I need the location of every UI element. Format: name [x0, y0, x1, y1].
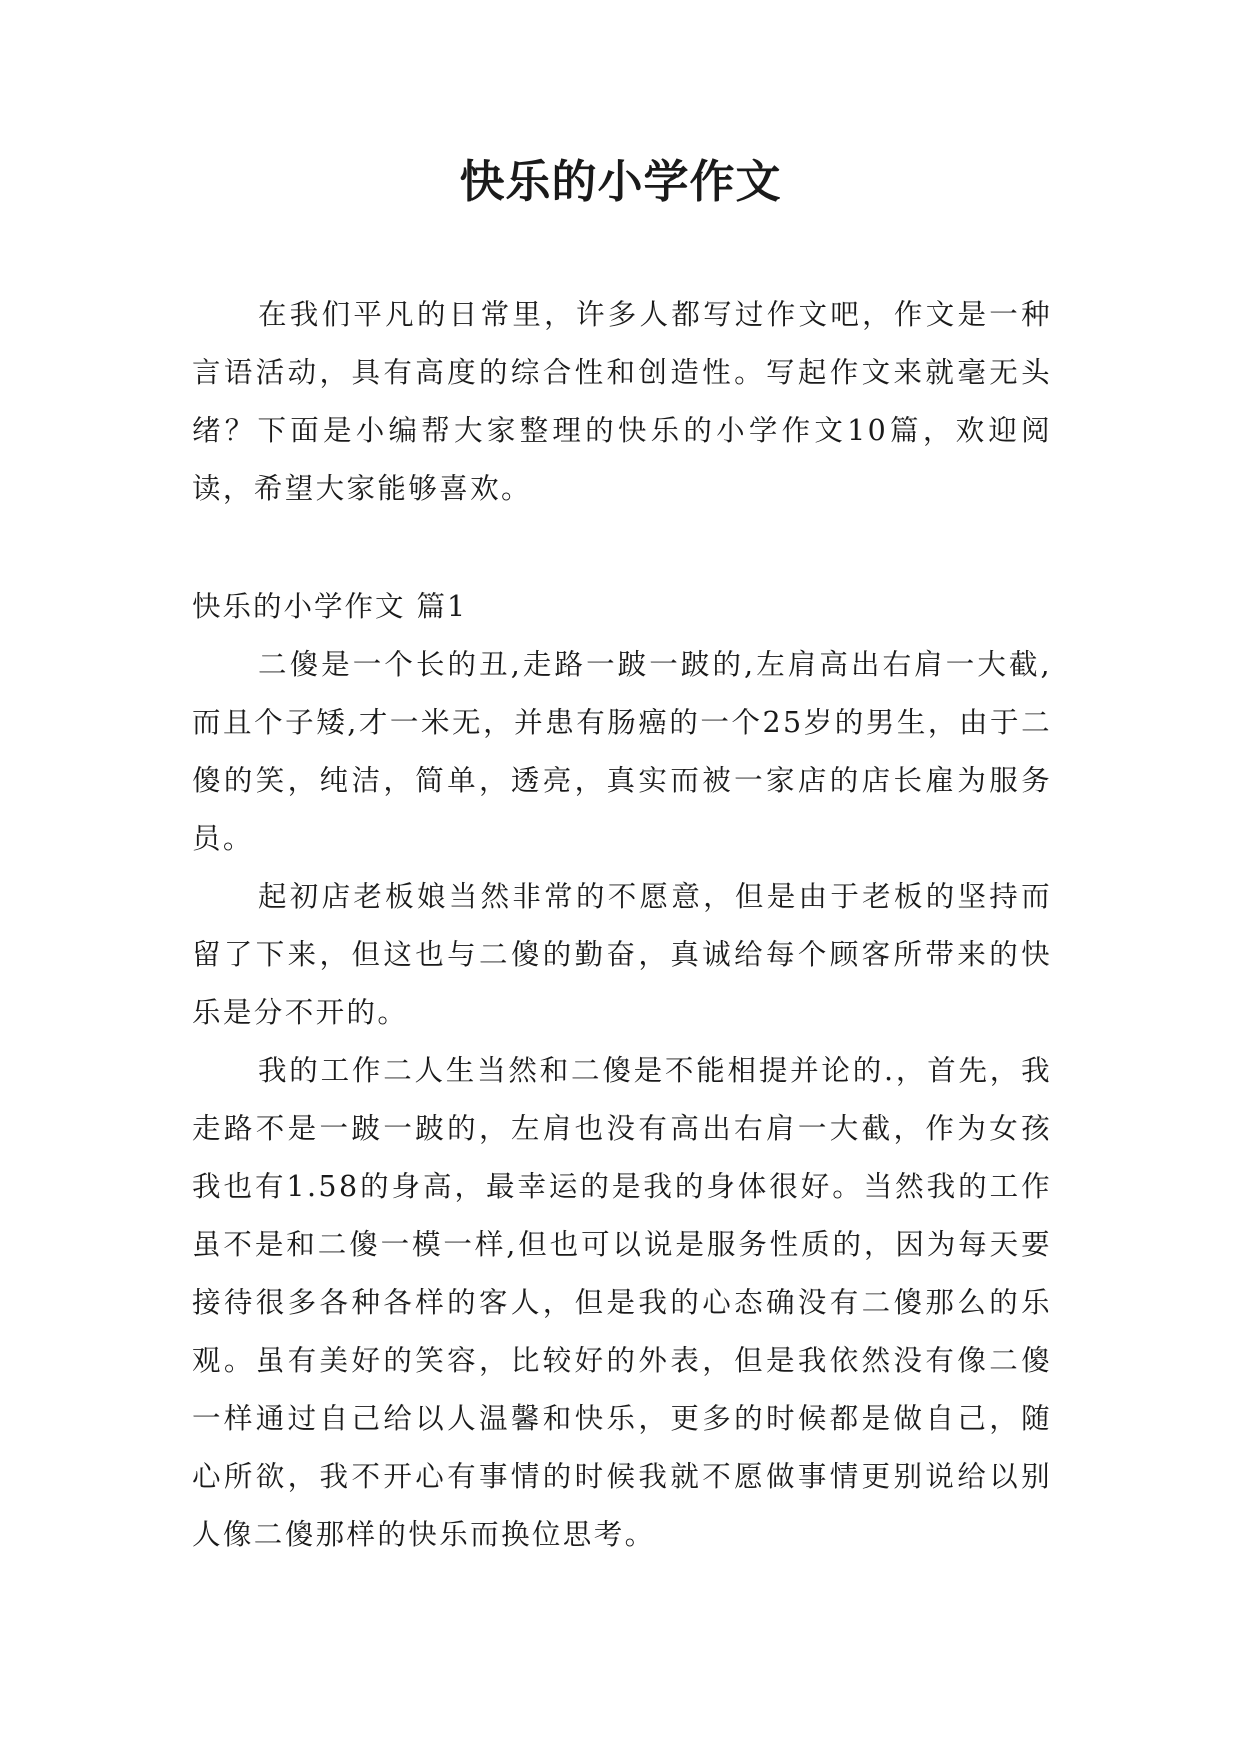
intro-paragraph: 在我们平凡的日常里，许多人都写过作文吧，作文是一种言语活动，具有高度的综合性和创造性。写起作文来就毫无头绪？下面是小编帮大家整理的快乐的小学作文10篇，欢迎阅读，希望大家能够喜欢。 — [192, 298, 1052, 505]
section-heading: 快乐的小学作文 篇1 — [192, 590, 468, 623]
document-title: 快乐的小学作文 — [459, 155, 782, 208]
section-body — [192, 636, 1052, 1564]
section-paragraph: 二傻是一个长的丑,走路一跛一跛的,左肩高出右肩一大截,而且个子矮,才一米无，并患有肠癌的一个25岁的男生，由于二傻的笑，纯洁，简单，透亮，真实而被一家店的店长雇为服务员。 — [192, 648, 1052, 855]
section-paragraph: 起初店老板娘当然非常的不愿意，但是由于老板的坚持而留了下来，但这也与二傻的勤奋，真诚给每个顾客所带来的快乐是分不开的。 — [192, 880, 1052, 1029]
section-paragraph: 我的工作二人生当然和二傻是不能相提并论的.，首先，我走路不是一跛一跛的，左肩也没有高出右肩一大截，作为女孩我也有1.58的身高，最幸运的是我的身体很好。当然我的工作虽不是和二傻一模一样,但也可以说是服务性质的，因为每天要接待很多各种各样的客人，但是我的心态确没有二傻那么的乐观。虽有美好的笑容，比较好的外表，但是我依然没有像二傻一样通过自己给以人温馨和快乐，更多的时候都是做自己，随心所欲，我不开心有事情的时候我就不愿做事情更别说给以别人像二傻那样的快乐而换位思考。 — [192, 1054, 1052, 1551]
